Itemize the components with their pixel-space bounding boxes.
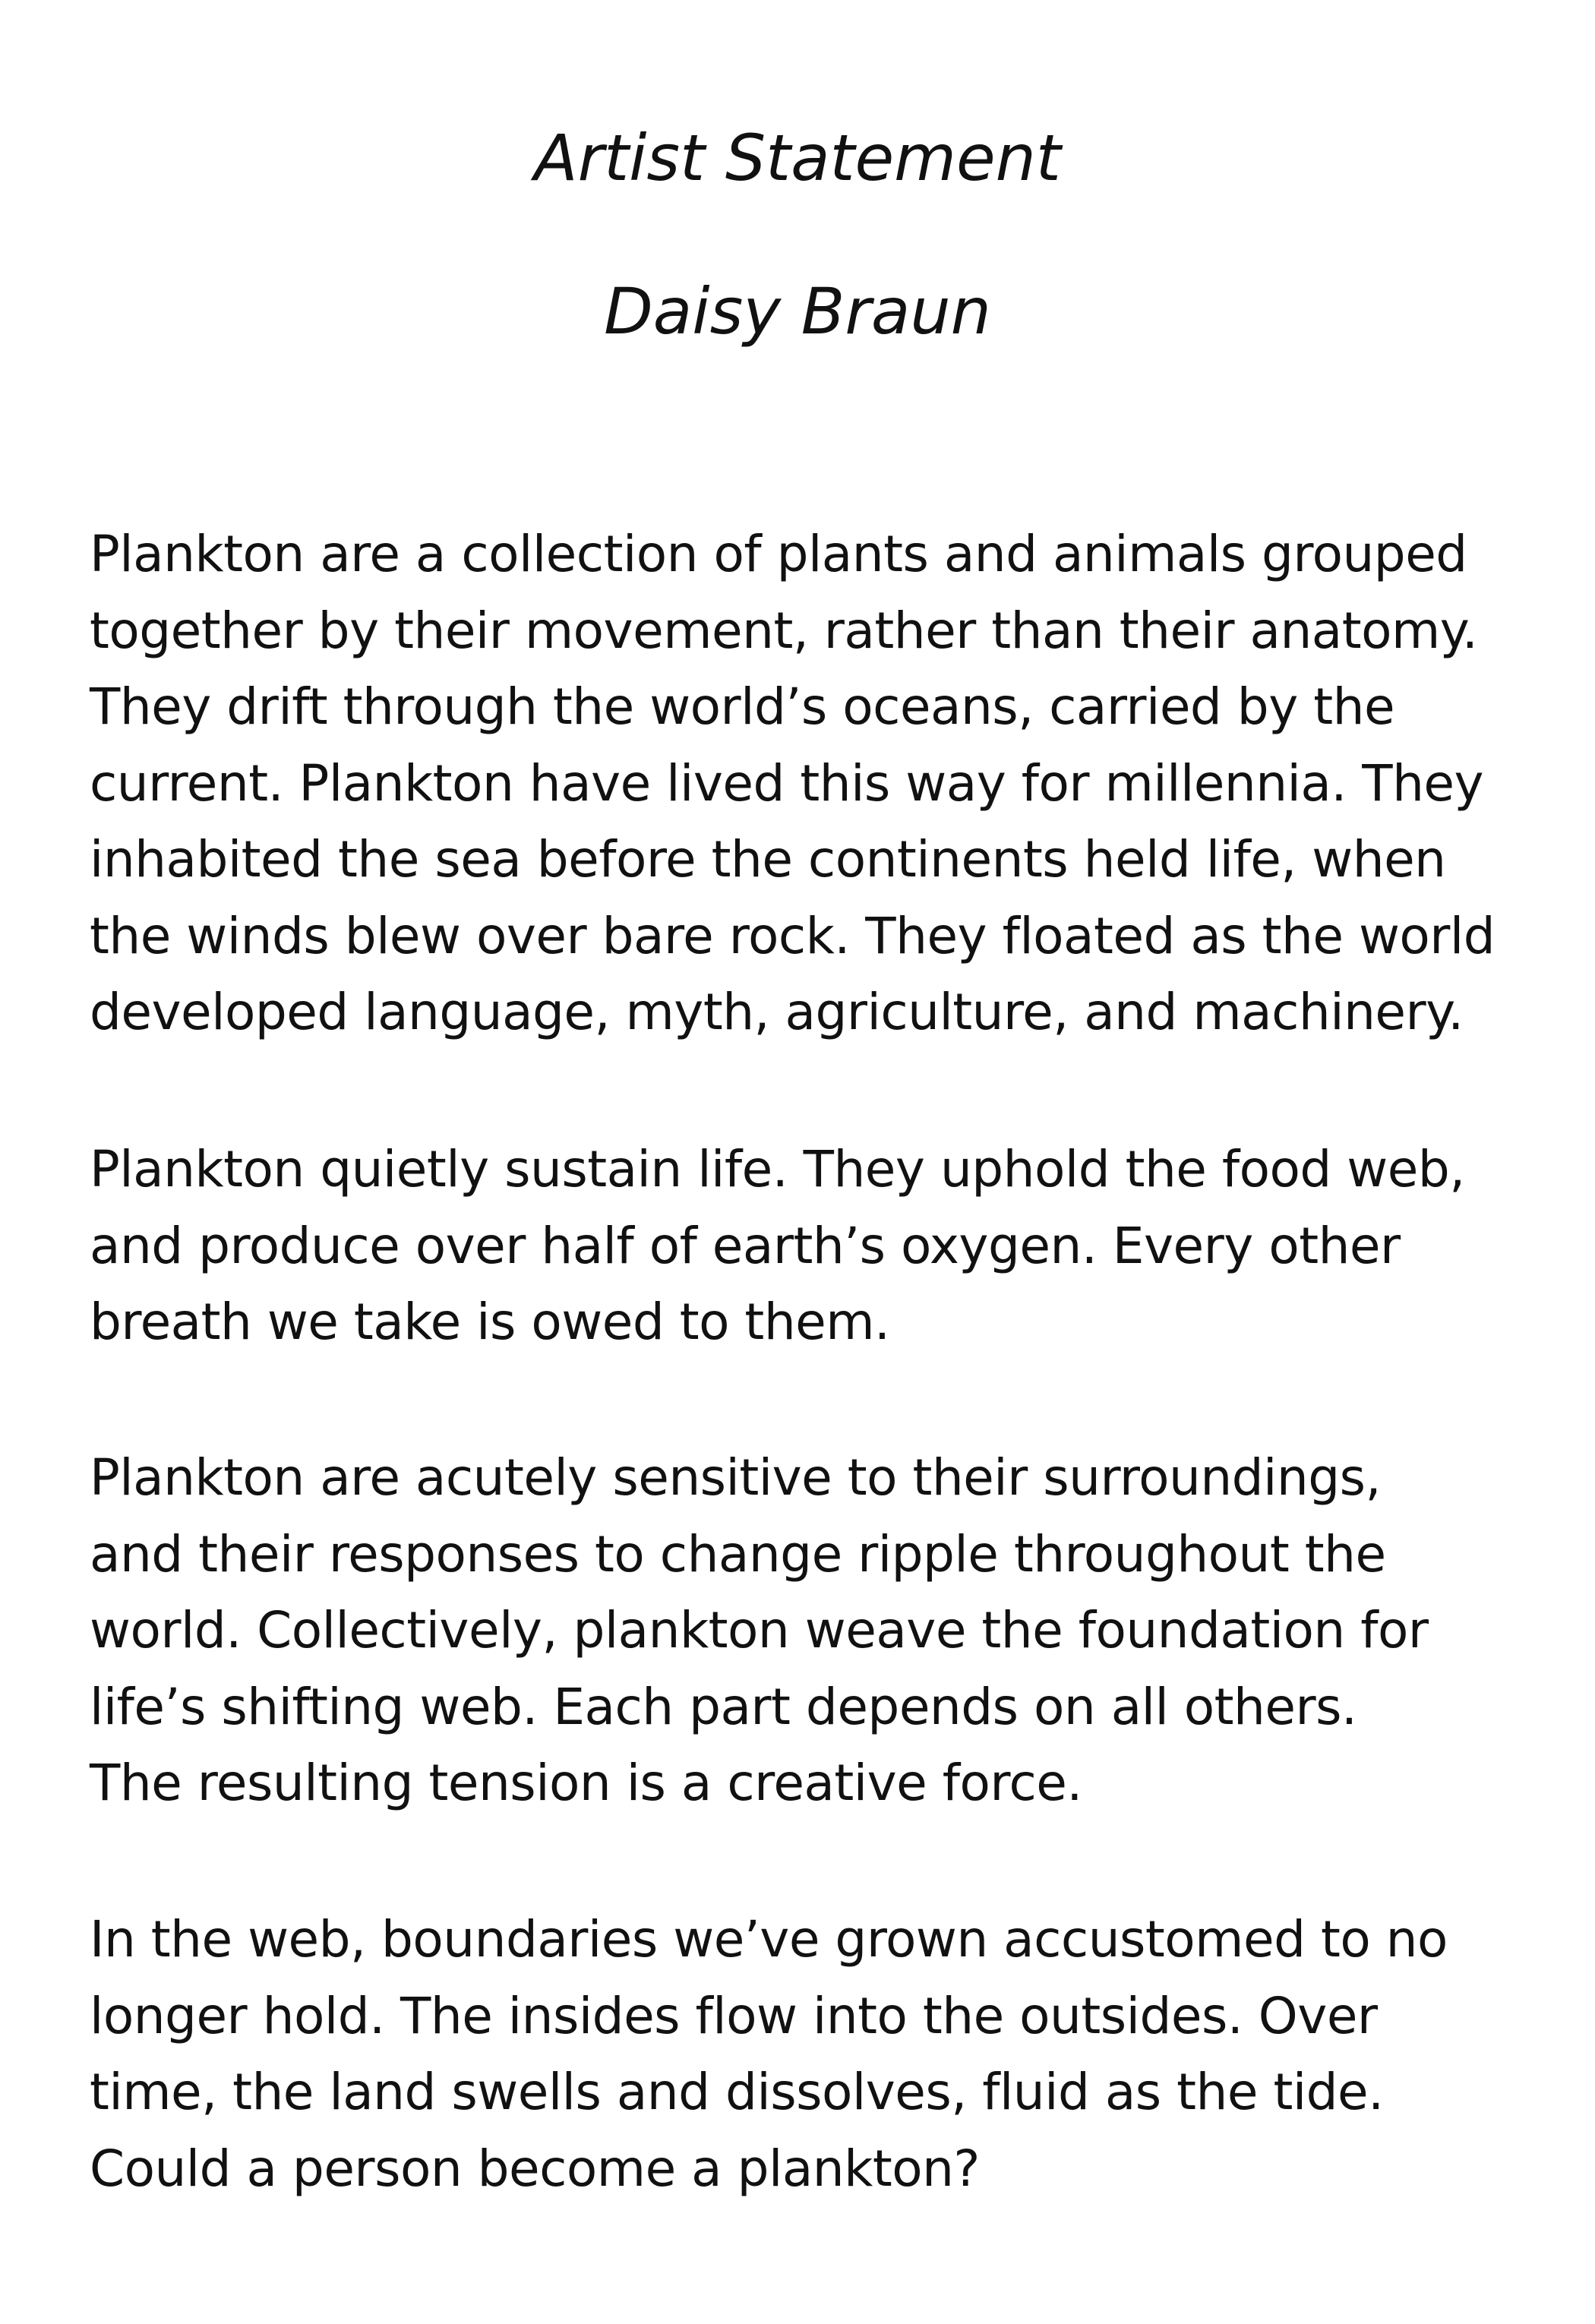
text-line: They drift through the world’s oceans, carried by the xyxy=(90,677,1395,736)
text-line: developed language, myth, agriculture, and machinery. xyxy=(90,983,1464,1041)
text-line: inhabited the sea before the continents held life, when xyxy=(90,830,1446,889)
text-line: In the web, boundaries we’ve grown accustomed to no xyxy=(90,1910,1448,1969)
text-line: together by their movement, rather than their anatomy. xyxy=(90,601,1478,660)
text-line: time, the land swells and dissolves, fluid as the tide. xyxy=(90,2063,1384,2121)
text-line: and their responses to change ripple throughout the xyxy=(90,1524,1386,1584)
text-line: breath we take is owed to them. xyxy=(90,1293,890,1351)
paragraph-1 xyxy=(90,516,1563,1051)
text-line: The resulting tension is a creative force. xyxy=(90,1754,1082,1812)
text-line: current. Plankton have lived this way for millennia. They xyxy=(90,753,1484,813)
paragraph-3 xyxy=(90,1440,1563,1822)
text-line: longer hold. The insides flow into the outsides. Over xyxy=(90,1986,1378,2045)
text-line: Plankton are a collection of plants and animals grouped xyxy=(90,525,1467,583)
text-line: world. Collectively, plankton weave the foundation for xyxy=(90,1601,1429,1659)
paragraph-4 xyxy=(90,1902,1563,2207)
document-title: Artist Statement xyxy=(534,121,1061,195)
text-line: Plankton quietly sustain life. They uphold the food web, xyxy=(90,1140,1465,1198)
text-line: and produce over half of earth’s oxygen. Every other xyxy=(90,1216,1401,1275)
text-line: Plankton are acutely sensitive to their surroundings, xyxy=(90,1448,1381,1507)
text-line: life’s shifting web. Each part depends on all others. xyxy=(90,1677,1357,1736)
author-name: Daisy Braun xyxy=(604,274,991,349)
paragraph-2 xyxy=(90,1132,1563,1361)
text-line: Could a person become a plankton? xyxy=(90,2139,980,2198)
text-line: the winds blew over bare rock. They floated as the world xyxy=(90,906,1496,965)
